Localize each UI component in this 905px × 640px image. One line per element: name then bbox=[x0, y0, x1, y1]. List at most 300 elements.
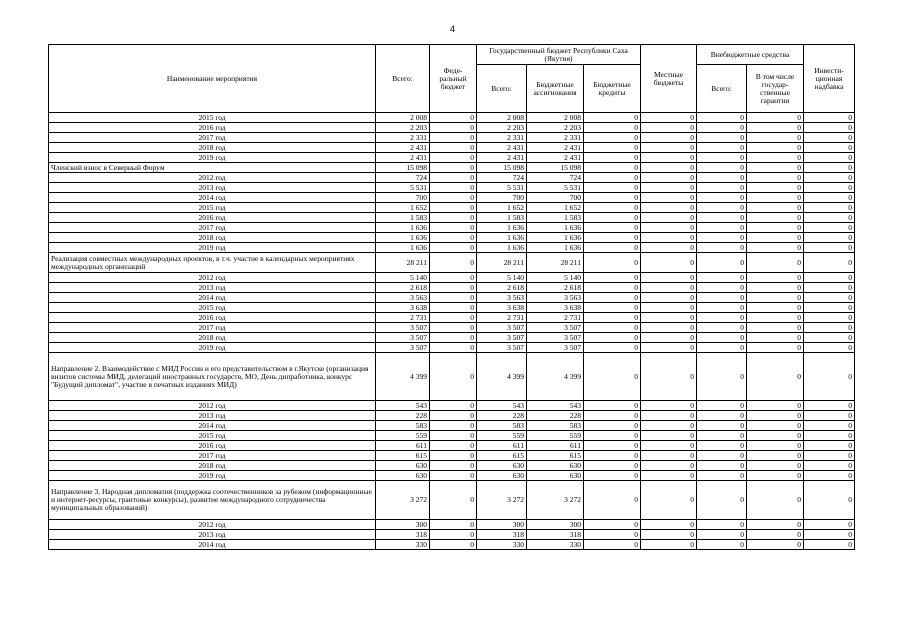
cell-value: 700 bbox=[527, 193, 584, 203]
table-row bbox=[49, 283, 855, 293]
cell-value: 0 bbox=[430, 163, 477, 173]
cell-value: 0 bbox=[697, 313, 747, 323]
cell-value: 0 bbox=[584, 283, 641, 293]
cell-value: 0 bbox=[641, 353, 697, 401]
cell-value: 0 bbox=[641, 343, 697, 353]
cell-value: 0 bbox=[697, 183, 747, 193]
cell-value: 0 bbox=[641, 223, 697, 233]
cell-value: 0 bbox=[804, 143, 855, 153]
row-year: 2016 год bbox=[49, 441, 376, 451]
cell-value: 4 399 bbox=[376, 353, 430, 401]
cell-value: 0 bbox=[697, 471, 747, 481]
row-year: 2014 год bbox=[49, 421, 376, 431]
row-year: 2015 год bbox=[49, 431, 376, 441]
row-year: 2019 год bbox=[49, 471, 376, 481]
row-year: 2017 год bbox=[49, 451, 376, 461]
cell-value: 0 bbox=[697, 203, 747, 213]
cell-value: 0 bbox=[747, 123, 804, 133]
row-year: 2017 год bbox=[49, 223, 376, 233]
cell-value: 0 bbox=[697, 153, 747, 163]
cell-value: 0 bbox=[804, 323, 855, 333]
budget-table bbox=[48, 44, 855, 550]
table-row bbox=[49, 233, 855, 243]
section-row bbox=[49, 163, 855, 173]
cell-value: 0 bbox=[584, 313, 641, 323]
table-row bbox=[49, 183, 855, 193]
header-extra-guarantees: В том числе государ-ственные гарантии bbox=[747, 65, 804, 113]
cell-value: 0 bbox=[584, 461, 641, 471]
cell-value: 3 638 bbox=[477, 303, 527, 313]
cell-value: 0 bbox=[697, 353, 747, 401]
cell-value: 0 bbox=[641, 401, 697, 411]
section-row bbox=[49, 353, 855, 401]
cell-value: 0 bbox=[747, 133, 804, 143]
cell-value: 0 bbox=[430, 431, 477, 441]
row-year: 2012 год bbox=[49, 401, 376, 411]
cell-value: 0 bbox=[804, 173, 855, 183]
cell-value: 28 211 bbox=[527, 253, 584, 273]
cell-value: 0 bbox=[584, 441, 641, 451]
cell-value: 0 bbox=[641, 173, 697, 183]
cell-value: 0 bbox=[697, 193, 747, 203]
cell-value: 0 bbox=[641, 143, 697, 153]
table-row bbox=[49, 401, 855, 411]
cell-value: 0 bbox=[804, 193, 855, 203]
row-year: 2019 год bbox=[49, 153, 376, 163]
cell-value: 0 bbox=[584, 203, 641, 213]
cell-value: 0 bbox=[430, 333, 477, 343]
cell-value: 0 bbox=[697, 530, 747, 540]
cell-value: 0 bbox=[641, 243, 697, 253]
cell-value: 0 bbox=[747, 333, 804, 343]
row-year: 2018 год bbox=[49, 143, 376, 153]
cell-value: 2 618 bbox=[527, 283, 584, 293]
cell-value: 3 507 bbox=[527, 323, 584, 333]
cell-value: 318 bbox=[527, 530, 584, 540]
cell-value: 0 bbox=[697, 411, 747, 421]
cell-value: 0 bbox=[584, 243, 641, 253]
row-year: 2016 год bbox=[49, 123, 376, 133]
cell-value: 0 bbox=[430, 313, 477, 323]
cell-value: 0 bbox=[641, 451, 697, 461]
cell-value: 0 bbox=[747, 203, 804, 213]
cell-value: 0 bbox=[584, 323, 641, 333]
header-extra-total: Всего: bbox=[697, 65, 747, 113]
cell-value: 0 bbox=[804, 343, 855, 353]
cell-value: 0 bbox=[584, 293, 641, 303]
cell-value: 559 bbox=[376, 431, 430, 441]
cell-value: 630 bbox=[527, 461, 584, 471]
cell-value: 15 098 bbox=[376, 163, 430, 173]
cell-value: 0 bbox=[747, 143, 804, 153]
cell-value: 228 bbox=[477, 411, 527, 421]
cell-value: 0 bbox=[584, 273, 641, 283]
cell-value: 2 331 bbox=[477, 133, 527, 143]
table-row bbox=[49, 333, 855, 343]
cell-value: 0 bbox=[584, 123, 641, 133]
cell-value: 2 203 bbox=[527, 123, 584, 133]
row-year: 2015 год bbox=[49, 303, 376, 313]
cell-value: 1 636 bbox=[477, 233, 527, 243]
cell-value: 0 bbox=[697, 401, 747, 411]
cell-value: 0 bbox=[430, 481, 477, 520]
table-row bbox=[49, 153, 855, 163]
cell-value: 0 bbox=[747, 313, 804, 323]
cell-value: 583 bbox=[477, 421, 527, 431]
cell-value: 0 bbox=[747, 113, 804, 123]
cell-value: 2 618 bbox=[376, 283, 430, 293]
cell-value: 0 bbox=[804, 163, 855, 173]
cell-value: 615 bbox=[376, 451, 430, 461]
table-row bbox=[49, 451, 855, 461]
cell-value: 0 bbox=[430, 173, 477, 183]
cell-value: 0 bbox=[584, 481, 641, 520]
cell-value: 0 bbox=[747, 163, 804, 173]
table-row bbox=[49, 173, 855, 183]
table-row bbox=[49, 313, 855, 323]
cell-value: 2 431 bbox=[376, 153, 430, 163]
cell-value: 0 bbox=[747, 183, 804, 193]
table-row bbox=[49, 303, 855, 313]
cell-value: 2 203 bbox=[477, 123, 527, 133]
cell-value: 228 bbox=[376, 411, 430, 421]
cell-value: 543 bbox=[527, 401, 584, 411]
cell-value: 3 507 bbox=[376, 333, 430, 343]
row-year: 2012 год bbox=[49, 520, 376, 530]
cell-value: 0 bbox=[641, 203, 697, 213]
cell-value: 0 bbox=[747, 323, 804, 333]
cell-value: 0 bbox=[641, 481, 697, 520]
cell-value: 0 bbox=[584, 401, 641, 411]
cell-value: 0 bbox=[804, 333, 855, 343]
cell-value: 0 bbox=[641, 293, 697, 303]
cell-value: 0 bbox=[430, 540, 477, 550]
cell-value: 0 bbox=[584, 133, 641, 143]
cell-value: 0 bbox=[641, 273, 697, 283]
cell-value: 0 bbox=[641, 303, 697, 313]
cell-value: 0 bbox=[697, 233, 747, 243]
cell-value: 0 bbox=[430, 183, 477, 193]
cell-value: 2 431 bbox=[527, 153, 584, 163]
cell-value: 0 bbox=[697, 451, 747, 461]
cell-value: 1 652 bbox=[376, 203, 430, 213]
table-row bbox=[49, 431, 855, 441]
section-row bbox=[49, 253, 855, 273]
cell-value: 0 bbox=[584, 253, 641, 273]
cell-value: 1 636 bbox=[477, 223, 527, 233]
cell-value: 0 bbox=[747, 303, 804, 313]
cell-value: 1 636 bbox=[376, 233, 430, 243]
table-row bbox=[49, 421, 855, 431]
cell-value: 0 bbox=[747, 471, 804, 481]
cell-value: 0 bbox=[641, 471, 697, 481]
row-year: 2012 год bbox=[49, 173, 376, 183]
cell-value: 0 bbox=[747, 411, 804, 421]
cell-value: 0 bbox=[584, 353, 641, 401]
cell-value: 0 bbox=[430, 303, 477, 313]
row-year: 2013 год bbox=[49, 411, 376, 421]
cell-value: 0 bbox=[804, 283, 855, 293]
cell-value: 0 bbox=[804, 303, 855, 313]
cell-value: 330 bbox=[527, 540, 584, 550]
table-body bbox=[49, 113, 855, 550]
cell-value: 0 bbox=[430, 203, 477, 213]
cell-value: 1 636 bbox=[376, 223, 430, 233]
cell-value: 0 bbox=[697, 273, 747, 283]
table-row bbox=[49, 540, 855, 550]
cell-value: 0 bbox=[641, 461, 697, 471]
cell-value: 1 583 bbox=[477, 213, 527, 223]
row-year: 2012 год bbox=[49, 273, 376, 283]
cell-value: 0 bbox=[747, 253, 804, 273]
row-title: Направление 3. Народная дипломатия (поддержка соотечественников за рубежом (информационные и интернет-ресурсы, грантовые конкурсы), развитие международного сотрудничества муниципальных образований) bbox=[49, 481, 376, 520]
cell-value: 611 bbox=[376, 441, 430, 451]
cell-value: 0 bbox=[804, 431, 855, 441]
cell-value: 0 bbox=[430, 471, 477, 481]
cell-value: 0 bbox=[697, 303, 747, 313]
cell-value: 0 bbox=[747, 173, 804, 183]
cell-value: 0 bbox=[584, 411, 641, 421]
cell-value: 0 bbox=[430, 283, 477, 293]
cell-value: 3 563 bbox=[376, 293, 430, 303]
cell-value: 0 bbox=[430, 143, 477, 153]
cell-value: 0 bbox=[584, 153, 641, 163]
cell-value: 330 bbox=[477, 540, 527, 550]
row-year: 2014 год bbox=[49, 193, 376, 203]
cell-value: 0 bbox=[641, 133, 697, 143]
table-row bbox=[49, 133, 855, 143]
cell-value: 0 bbox=[804, 481, 855, 520]
table-row bbox=[49, 273, 855, 283]
cell-value: 0 bbox=[697, 333, 747, 343]
cell-value: 0 bbox=[747, 441, 804, 451]
cell-value: 0 bbox=[747, 461, 804, 471]
cell-value: 0 bbox=[697, 481, 747, 520]
row-year: 2017 год bbox=[49, 133, 376, 143]
cell-value: 0 bbox=[641, 233, 697, 243]
cell-value: 630 bbox=[527, 471, 584, 481]
row-year: 2016 год bbox=[49, 213, 376, 223]
cell-value: 0 bbox=[430, 153, 477, 163]
cell-value: 0 bbox=[747, 530, 804, 540]
cell-value: 0 bbox=[804, 253, 855, 273]
cell-value: 0 bbox=[430, 343, 477, 353]
cell-value: 5 531 bbox=[477, 183, 527, 193]
cell-value: 583 bbox=[527, 421, 584, 431]
cell-value: 0 bbox=[430, 113, 477, 123]
cell-value: 0 bbox=[430, 213, 477, 223]
table-row bbox=[49, 143, 855, 153]
cell-value: 615 bbox=[527, 451, 584, 461]
cell-value: 0 bbox=[584, 143, 641, 153]
cell-value: 0 bbox=[641, 163, 697, 173]
row-year: 2013 год bbox=[49, 530, 376, 540]
cell-value: 0 bbox=[697, 163, 747, 173]
cell-value: 0 bbox=[584, 223, 641, 233]
cell-value: 0 bbox=[697, 461, 747, 471]
cell-value: 0 bbox=[584, 540, 641, 550]
cell-value: 3 272 bbox=[376, 481, 430, 520]
cell-value: 0 bbox=[697, 540, 747, 550]
cell-value: 0 bbox=[641, 123, 697, 133]
cell-value: 630 bbox=[376, 461, 430, 471]
cell-value: 0 bbox=[430, 411, 477, 421]
cell-value: 0 bbox=[747, 451, 804, 461]
row-year: 2019 год bbox=[49, 243, 376, 253]
cell-value: 3 272 bbox=[477, 481, 527, 520]
cell-value: 0 bbox=[584, 173, 641, 183]
cell-value: 1 636 bbox=[527, 223, 584, 233]
cell-value: 0 bbox=[641, 283, 697, 293]
cell-value: 0 bbox=[584, 343, 641, 353]
cell-value: 0 bbox=[584, 451, 641, 461]
table-row bbox=[49, 123, 855, 133]
table-row bbox=[49, 441, 855, 451]
cell-value: 0 bbox=[641, 520, 697, 530]
cell-value: 0 bbox=[747, 273, 804, 283]
cell-value: 5 531 bbox=[376, 183, 430, 193]
cell-value: 3 507 bbox=[477, 343, 527, 353]
table-row bbox=[49, 243, 855, 253]
cell-value: 0 bbox=[430, 243, 477, 253]
cell-value: 724 bbox=[376, 173, 430, 183]
cell-value: 0 bbox=[697, 343, 747, 353]
cell-value: 2 431 bbox=[527, 143, 584, 153]
cell-value: 0 bbox=[804, 113, 855, 123]
cell-value: 615 bbox=[477, 451, 527, 461]
cell-value: 3 563 bbox=[477, 293, 527, 303]
header-state-assign: Бюджетные ассигнования bbox=[527, 65, 584, 113]
cell-value: 3 507 bbox=[527, 343, 584, 353]
cell-value: 3 507 bbox=[527, 333, 584, 343]
cell-value: 300 bbox=[477, 520, 527, 530]
cell-value: 0 bbox=[430, 530, 477, 540]
cell-value: 0 bbox=[697, 323, 747, 333]
cell-value: 0 bbox=[430, 421, 477, 431]
cell-value: 0 bbox=[430, 123, 477, 133]
cell-value: 0 bbox=[804, 451, 855, 461]
cell-value: 0 bbox=[641, 193, 697, 203]
cell-value: 0 bbox=[697, 143, 747, 153]
cell-value: 0 bbox=[747, 153, 804, 163]
table-row bbox=[49, 113, 855, 123]
cell-value: 1 636 bbox=[376, 243, 430, 253]
cell-value: 0 bbox=[697, 113, 747, 123]
cell-value: 0 bbox=[804, 441, 855, 451]
cell-value: 2 008 bbox=[376, 113, 430, 123]
cell-value: 611 bbox=[477, 441, 527, 451]
table-row bbox=[49, 343, 855, 353]
cell-value: 0 bbox=[697, 431, 747, 441]
cell-value: 0 bbox=[804, 540, 855, 550]
cell-value: 611 bbox=[527, 441, 584, 451]
cell-value: 0 bbox=[641, 213, 697, 223]
cell-value: 0 bbox=[584, 233, 641, 243]
header-total: Всего: bbox=[376, 45, 430, 113]
cell-value: 0 bbox=[641, 183, 697, 193]
cell-value: 0 bbox=[804, 243, 855, 253]
cell-value: 583 bbox=[376, 421, 430, 431]
cell-value: 0 bbox=[747, 213, 804, 223]
cell-value: 0 bbox=[584, 471, 641, 481]
cell-value: 2 008 bbox=[527, 113, 584, 123]
cell-value: 0 bbox=[804, 471, 855, 481]
cell-value: 3 507 bbox=[477, 323, 527, 333]
cell-value: 5 140 bbox=[527, 273, 584, 283]
cell-value: 2 203 bbox=[376, 123, 430, 133]
cell-value: 0 bbox=[804, 123, 855, 133]
header-name: Наименование мероприятия bbox=[49, 45, 376, 113]
row-year: 2018 год bbox=[49, 461, 376, 471]
row-year: 2013 год bbox=[49, 283, 376, 293]
cell-value: 0 bbox=[430, 461, 477, 471]
cell-value: 0 bbox=[804, 183, 855, 193]
row-year: 2016 год bbox=[49, 313, 376, 323]
cell-value: 0 bbox=[697, 123, 747, 133]
cell-value: 0 bbox=[641, 530, 697, 540]
table-row bbox=[49, 471, 855, 481]
cell-value: 0 bbox=[697, 283, 747, 293]
table-row bbox=[49, 203, 855, 213]
cell-value: 0 bbox=[804, 213, 855, 223]
cell-value: 0 bbox=[641, 113, 697, 123]
table-row bbox=[49, 223, 855, 233]
cell-value: 0 bbox=[641, 431, 697, 441]
cell-value: 3 638 bbox=[376, 303, 430, 313]
cell-value: 0 bbox=[747, 540, 804, 550]
cell-value: 0 bbox=[584, 163, 641, 173]
cell-value: 1 652 bbox=[527, 203, 584, 213]
cell-value: 630 bbox=[376, 471, 430, 481]
cell-value: 0 bbox=[697, 223, 747, 233]
cell-value: 0 bbox=[641, 253, 697, 273]
cell-value: 318 bbox=[376, 530, 430, 540]
cell-value: 2 618 bbox=[477, 283, 527, 293]
cell-value: 0 bbox=[804, 520, 855, 530]
row-year: 2013 год bbox=[49, 183, 376, 193]
cell-value: 0 bbox=[804, 273, 855, 283]
cell-value: 0 bbox=[641, 441, 697, 451]
row-year: 2015 год bbox=[49, 113, 376, 123]
cell-value: 0 bbox=[584, 213, 641, 223]
cell-value: 0 bbox=[747, 343, 804, 353]
cell-value: 300 bbox=[527, 520, 584, 530]
table-row bbox=[49, 213, 855, 223]
cell-value: 0 bbox=[584, 333, 641, 343]
cell-value: 2 331 bbox=[376, 133, 430, 143]
cell-value: 0 bbox=[747, 481, 804, 520]
table-row bbox=[49, 461, 855, 471]
cell-value: 0 bbox=[747, 421, 804, 431]
cell-value: 2 431 bbox=[477, 153, 527, 163]
table-row bbox=[49, 520, 855, 530]
cell-value: 559 bbox=[477, 431, 527, 441]
cell-value: 1 636 bbox=[527, 243, 584, 253]
cell-value: 3 272 bbox=[527, 481, 584, 520]
cell-value: 0 bbox=[584, 530, 641, 540]
section-row bbox=[49, 481, 855, 520]
cell-value: 0 bbox=[584, 113, 641, 123]
cell-value: 2 731 bbox=[527, 313, 584, 323]
cell-value: 2 731 bbox=[376, 313, 430, 323]
row-title: Реализация совместных международных проектов, в т.ч. участие в календарных мероприятиях международных организаций bbox=[49, 253, 376, 273]
cell-value: 0 bbox=[747, 193, 804, 203]
cell-value: 3 507 bbox=[477, 333, 527, 343]
cell-value: 3 638 bbox=[527, 303, 584, 313]
cell-value: 3 563 bbox=[527, 293, 584, 303]
cell-value: 543 bbox=[376, 401, 430, 411]
cell-value: 543 bbox=[477, 401, 527, 411]
